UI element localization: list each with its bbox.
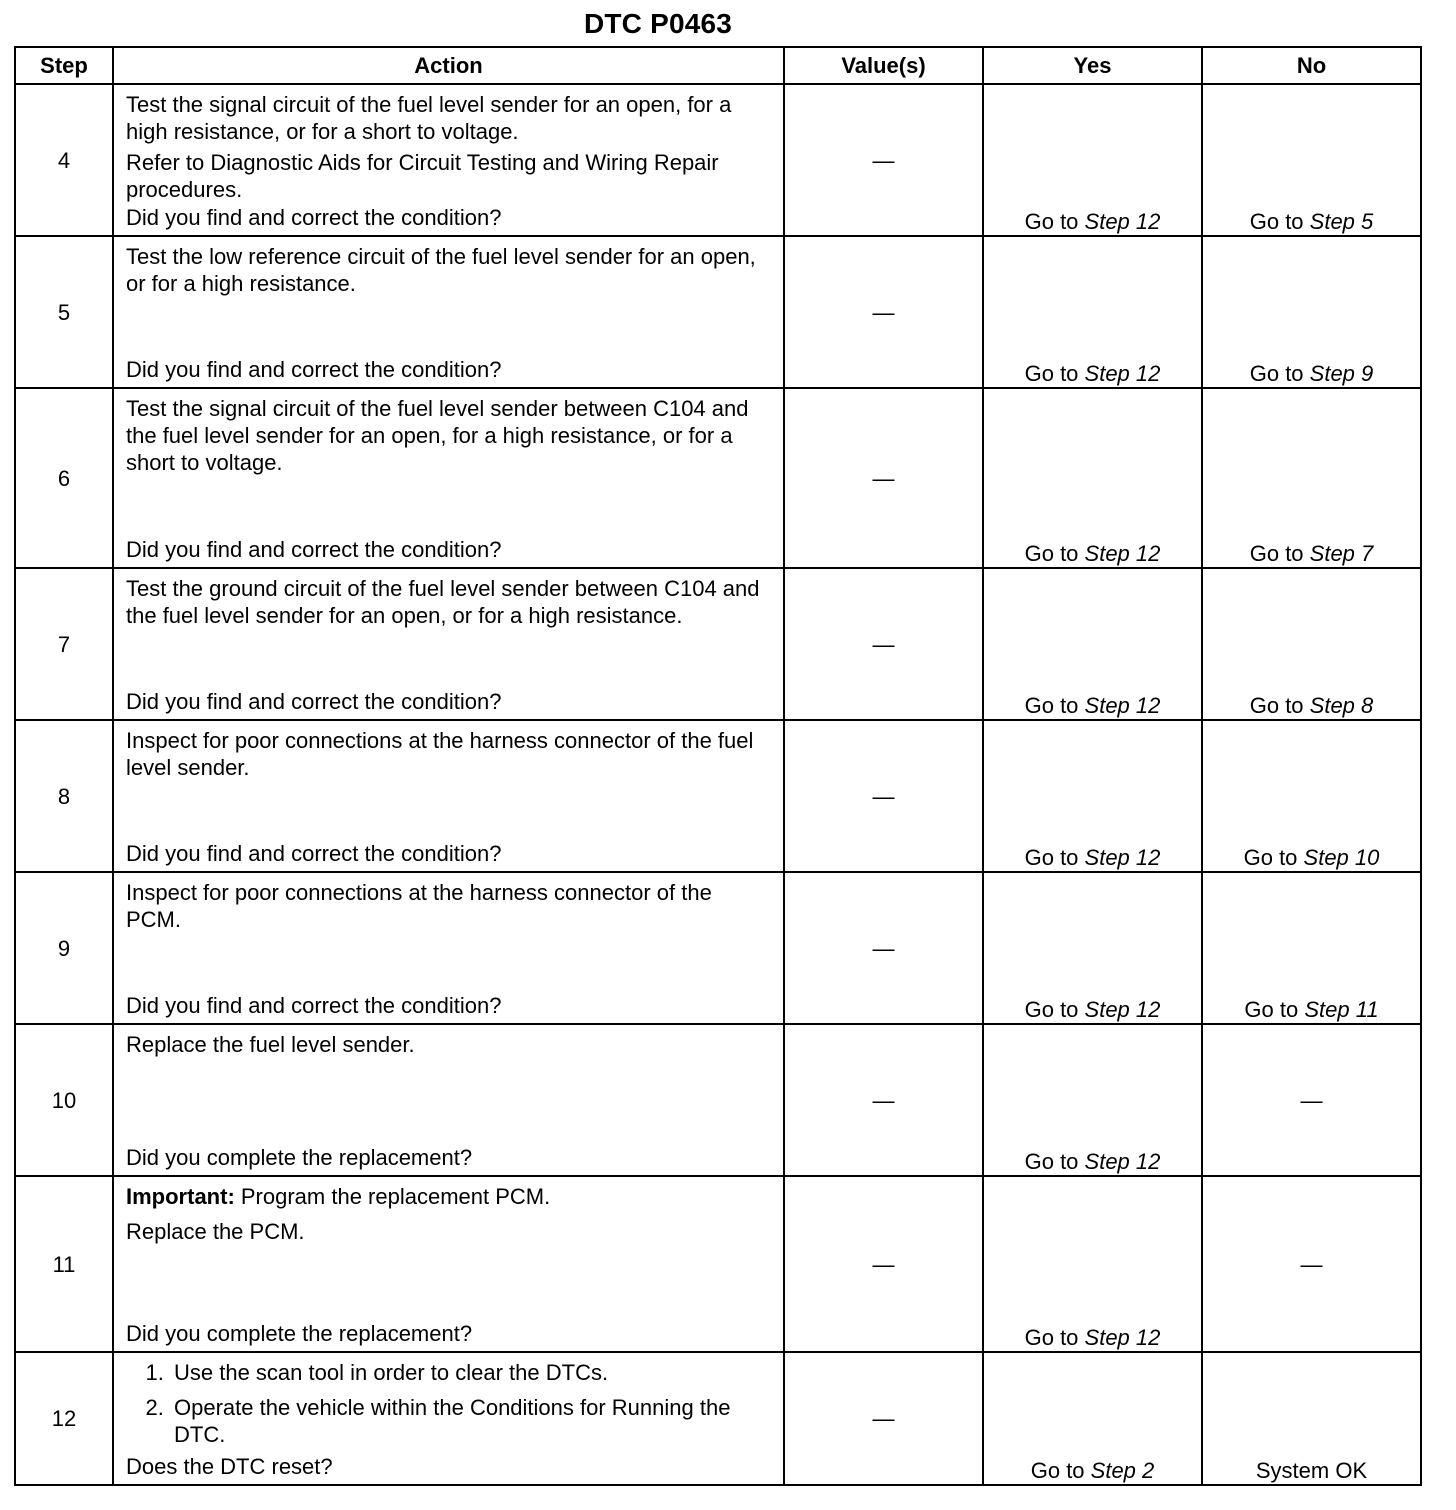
step-number: 7 <box>15 568 113 720</box>
table-row <box>15 872 1421 1024</box>
table-row <box>15 236 1421 388</box>
yes-prefix: Go to <box>1024 997 1085 1022</box>
page-title: DTC P0463 <box>583 8 733 39</box>
yes-cell <box>983 236 1202 388</box>
question-text: Does the DTC reset? <box>126 1454 333 1479</box>
no-step-link[interactable]: Step 7 <box>1309 541 1374 566</box>
value-cell: — <box>784 1024 983 1176</box>
no-cell <box>1202 872 1421 1024</box>
yes-prefix: Go to <box>1024 209 1085 234</box>
yes-cell <box>983 720 1202 872</box>
header-values: Value(s) <box>784 47 983 84</box>
yes-cell <box>983 568 1202 720</box>
table-row <box>15 1352 1421 1485</box>
no-prefix: Go to <box>1244 997 1305 1022</box>
question-text: Did you complete the replacement? <box>126 1145 473 1170</box>
value-cell: — <box>784 388 983 568</box>
header-no: No <box>1202 47 1421 84</box>
no-cell <box>1202 720 1421 872</box>
no-cell <box>1202 568 1421 720</box>
action-text: Replace the PCM. <box>126 1219 305 1244</box>
yes-step-link[interactable]: Step 12 <box>1084 693 1161 718</box>
table-row <box>15 388 1421 568</box>
question-text: Did you find and correct the condition? <box>126 841 502 866</box>
step-number: 5 <box>15 236 113 388</box>
yes-cell <box>983 1352 1202 1485</box>
value-cell: — <box>784 84 983 236</box>
action-text: Test the signal circuit of the fuel level sender for an open, for a high resistance, or for a short to voltage. <box>126 92 732 144</box>
yes-prefix: Go to <box>1024 1149 1085 1174</box>
procedure-list <box>114 1359 771 1448</box>
no-cell: — <box>1202 1024 1421 1176</box>
yes-prefix: Go to <box>1024 693 1085 718</box>
yes-cell <box>983 1024 1202 1176</box>
table-row <box>15 720 1421 872</box>
no-step-link[interactable]: Step 10 <box>1303 845 1380 870</box>
yes-prefix: Go to <box>1024 1325 1085 1350</box>
action-cell <box>113 388 784 568</box>
action-cell <box>113 236 784 388</box>
no-step-link[interactable]: Step 8 <box>1309 693 1374 718</box>
yes-cell <box>983 388 1202 568</box>
yes-step-link[interactable]: Step 12 <box>1084 1325 1161 1350</box>
action-cell <box>113 568 784 720</box>
no-step-link[interactable]: Step 5 <box>1309 209 1374 234</box>
list-item: 1. Use the scan tool in order to clear the DTCs. <box>170 1359 771 1386</box>
action-text: Replace the fuel level sender. <box>126 1032 415 1057</box>
action-text: Inspect for poor connections at the harness connector of the fuel level sender. <box>126 728 754 780</box>
action-cell <box>113 720 784 872</box>
no-cell <box>1202 84 1421 236</box>
action-cell <box>113 1024 784 1176</box>
yes-step-link[interactable]: Step 12 <box>1084 1149 1161 1174</box>
step-number: 9 <box>15 872 113 1024</box>
header-step: Step <box>15 47 113 84</box>
action-text: Test the signal circuit of the fuel level sender between C104 and the fuel level sender for an open, for a high resistance, or for a short to voltage. <box>126 396 749 475</box>
header-yes: Yes <box>983 47 1202 84</box>
action-text: Refer to Diagnostic Aids for Circuit Testing and Wiring Repair procedures. <box>126 150 719 202</box>
table-row <box>15 84 1421 236</box>
value-cell: — <box>784 1176 983 1352</box>
question-text: Did you find and correct the condition? <box>126 205 502 230</box>
yes-step-link[interactable]: Step 12 <box>1084 845 1161 870</box>
important-note <box>126 1183 771 1210</box>
yes-prefix: Go to <box>1024 541 1085 566</box>
list-item: 2. Operate the vehicle within the Conditions for Running the DTC. <box>170 1394 771 1448</box>
step-number: 10 <box>15 1024 113 1176</box>
action-text: Test the ground circuit of the fuel level sender between C104 and the fuel level sender for an open, or for a high resistance. <box>126 576 760 628</box>
action-cell <box>113 1176 784 1352</box>
yes-step-link[interactable]: Step 12 <box>1084 209 1161 234</box>
no-prefix: Go to <box>1249 693 1310 718</box>
no-step-link[interactable]: Step 9 <box>1309 361 1374 386</box>
action-text: Inspect for poor connections at the harness connector of the PCM. <box>126 880 712 932</box>
yes-prefix: Go to <box>1030 1458 1091 1483</box>
step-number: 4 <box>15 84 113 236</box>
yes-cell <box>983 872 1202 1024</box>
no-cell: — <box>1202 1176 1421 1352</box>
value-cell: — <box>784 1352 983 1485</box>
question-text: Did you find and correct the condition? <box>126 689 502 714</box>
value-cell: — <box>784 872 983 1024</box>
table-row <box>15 1176 1421 1352</box>
step-number: 8 <box>15 720 113 872</box>
question-text: Did you find and correct the condition? <box>126 357 502 382</box>
yes-prefix: Go to <box>1024 845 1085 870</box>
value-cell: — <box>784 568 983 720</box>
question-text: Did you find and correct the condition? <box>126 993 502 1018</box>
header-action: Action <box>113 47 784 84</box>
no-prefix: Go to <box>1249 361 1310 386</box>
no-prefix: Go to <box>1249 541 1310 566</box>
no-cell <box>1202 236 1421 388</box>
question-text: Did you complete the replacement? <box>126 1321 473 1346</box>
important-label: Important: <box>126 1184 235 1209</box>
step-number: 11 <box>15 1176 113 1352</box>
table-header-row <box>15 47 1421 84</box>
action-cell <box>113 1352 784 1485</box>
no-prefix: Go to <box>1243 845 1304 870</box>
step-number: 6 <box>15 388 113 568</box>
value-cell: — <box>784 236 983 388</box>
no-step-link[interactable]: Step 11 <box>1304 997 1379 1022</box>
yes-prefix: Go to <box>1024 361 1085 386</box>
action-cell <box>113 872 784 1024</box>
no-cell: System OK <box>1202 1352 1421 1485</box>
question-text: Did you find and correct the condition? <box>126 537 502 562</box>
yes-cell <box>983 1176 1202 1352</box>
yes-step-link[interactable]: Step 12 <box>1084 997 1161 1022</box>
action-cell <box>113 84 784 236</box>
no-cell <box>1202 388 1421 568</box>
step-number: 12 <box>15 1352 113 1485</box>
table-row <box>15 1024 1421 1176</box>
yes-step-link[interactable]: Step 2 <box>1090 1458 1155 1483</box>
table-row <box>15 568 1421 720</box>
yes-cell <box>983 84 1202 236</box>
yes-step-link[interactable]: Step 12 <box>1084 541 1161 566</box>
important-text: Program the replacement PCM. <box>234 1184 551 1209</box>
diagnostic-table <box>14 46 1422 1486</box>
action-text: Test the low reference circuit of the fuel level sender for an open, or for a high resistance. <box>126 244 756 296</box>
value-cell: — <box>784 720 983 872</box>
yes-step-link[interactable]: Step 12 <box>1084 361 1161 386</box>
no-prefix: Go to <box>1249 209 1310 234</box>
